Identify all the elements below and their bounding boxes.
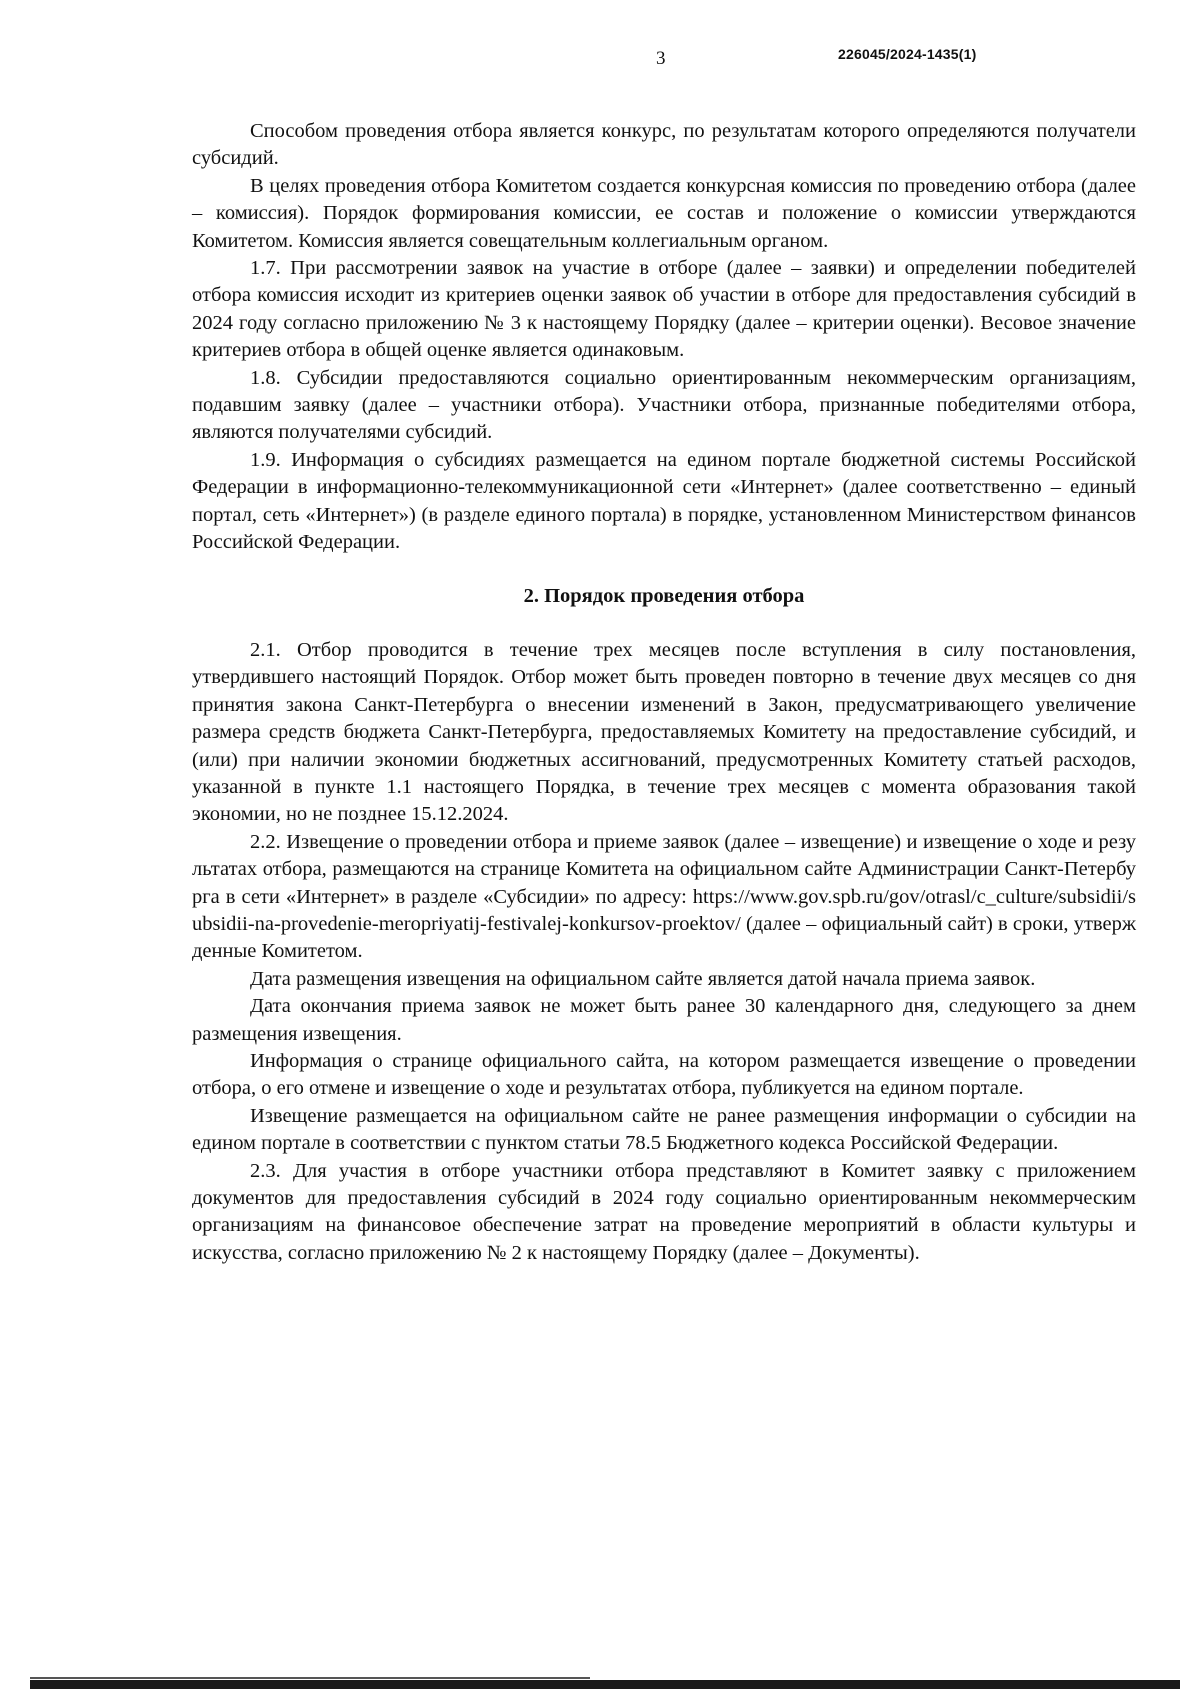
paragraph-commission: В целях проведения отбора Комитетом создается конкурсная комиссия по проведению отбора (далее – комиссия). Порядок формирования комиссии, ее состав и положение о комиссии утверждаются Комитетом. Комиссия является совещательным коллегиальным органом. xyxy=(192,174,1136,252)
paragraph-notice-placement: Извещение размещается на официальном сайте не ранее размещения информации о субсидии на едином портале в соответствии с пунктом статьи 78.5 Бюджетного кодекса Российской Федерации. xyxy=(192,1104,1136,1155)
page-number: 3 xyxy=(656,48,666,69)
document-id: 226045/2024-1435(1) xyxy=(838,46,977,62)
paragraph-1-9: 1.9. Информация о субсидиях размещается на едином портале бюджетной системы Российской Федерации в информационно-телекоммуникационной сети «Интернет» (далее соответственно – единый портал, сеть «Интернет») (в разделе единого портала) в порядке, установленном Министерством финансов Российской Федерации. xyxy=(192,448,1136,554)
paragraph-1-7: 1.7. При рассмотрении заявок на участие в отборе (далее – заявки) и определении победителей отбора комиссия исходит из критериев оценки заявок об участии в отборе для предоставления субсидий в 2024 году согласно приложению № 3 к настоящему Порядку (далее – критерии оценки). Весовое значение критериев отбора в общей оценке является одинаковым. xyxy=(192,257,1136,362)
section-heading: 2. Порядок проведения отбора xyxy=(523,584,805,607)
paragraph-selection-method: Способом проведения отбора является конкурс, по результатам которого определяются получатели субсидий. xyxy=(192,120,1136,170)
paragraph-2-2: 2.2. Извещение о проведении отбора и приеме заявок (далее – извещение) и извещение о ходе и результатах отбора, размещаются на странице Комитета на официальном сайте Администрации Санкт-Петербурга в сети «Интернет» в разделе «Субсидии» по адресу: https://www.gov.spb.ru/gov/otrasl/c_culture/subsidii/subsidii-na-provedenie-meropriyatij-festivalej-konkursov-proektov/ (далее – официальный сайт) в сроки, утвержденные Комитетом. xyxy=(192,830,1136,963)
paragraph-1-8: 1.8. Субсидии предоставляются социально ориентированным некоммерческим организациям, подавшим заявку (далее – участники отбора). Участники отбора, признанные победителями отбора, являются получателями субсидий. xyxy=(192,366,1136,444)
paragraph-portal-info: Информация о странице официального сайта, на котором размещается извещение о проведении отбора, о его отмене и извещение о ходе и результатах отбора, публикуется на едином портале. xyxy=(192,1050,1136,1100)
paragraph-2-3: 2.3. Для участия в отборе участники отбора представляют в Комитет заявку с приложением документов для предоставления субсидий в 2024 году социально ориентированным некоммерческим организациям на финансовое обеспечение затрат на проведение мероприятий в области культуры и искусства, согласно приложению № 2 к настоящему Порядку (далее – Документы). xyxy=(192,1159,1136,1264)
scan-bottom-bar xyxy=(30,1680,1180,1689)
scan-edge-line xyxy=(30,1677,590,1679)
paragraph-start-date: Дата размещения извещения на официальном сайте является датой начала приема заявок. xyxy=(250,967,1036,990)
document-body xyxy=(192,118,1136,1267)
paragraph-2-1: 2.1. Отбор проводится в течение трех месяцев после вступления в силу постановления, утвердившего настоящий Порядок. Отбор может быть проведен повторно в течение двух месяцев со дня принятия закона Санкт-Петербурга о внесении изменений в Закон, предусматривающего увеличение размера средств бюджета Санкт-Петербурга, предоставляемых Комитету на предоставление субсидий, и (или) при наличии экономии бюджетных ассигнований, предусмотренных Комитету статьей расходов, указанной в пункте 1.1 настоящего Порядка, в течение трех месяцев с момента образования такой экономии, но не позднее 15.12.2024. xyxy=(192,638,1136,826)
paragraph-end-date: Дата окончания приема заявок не может быть ранее 30 календарного дня, следующего за днем размещения извещения. xyxy=(192,995,1136,1045)
